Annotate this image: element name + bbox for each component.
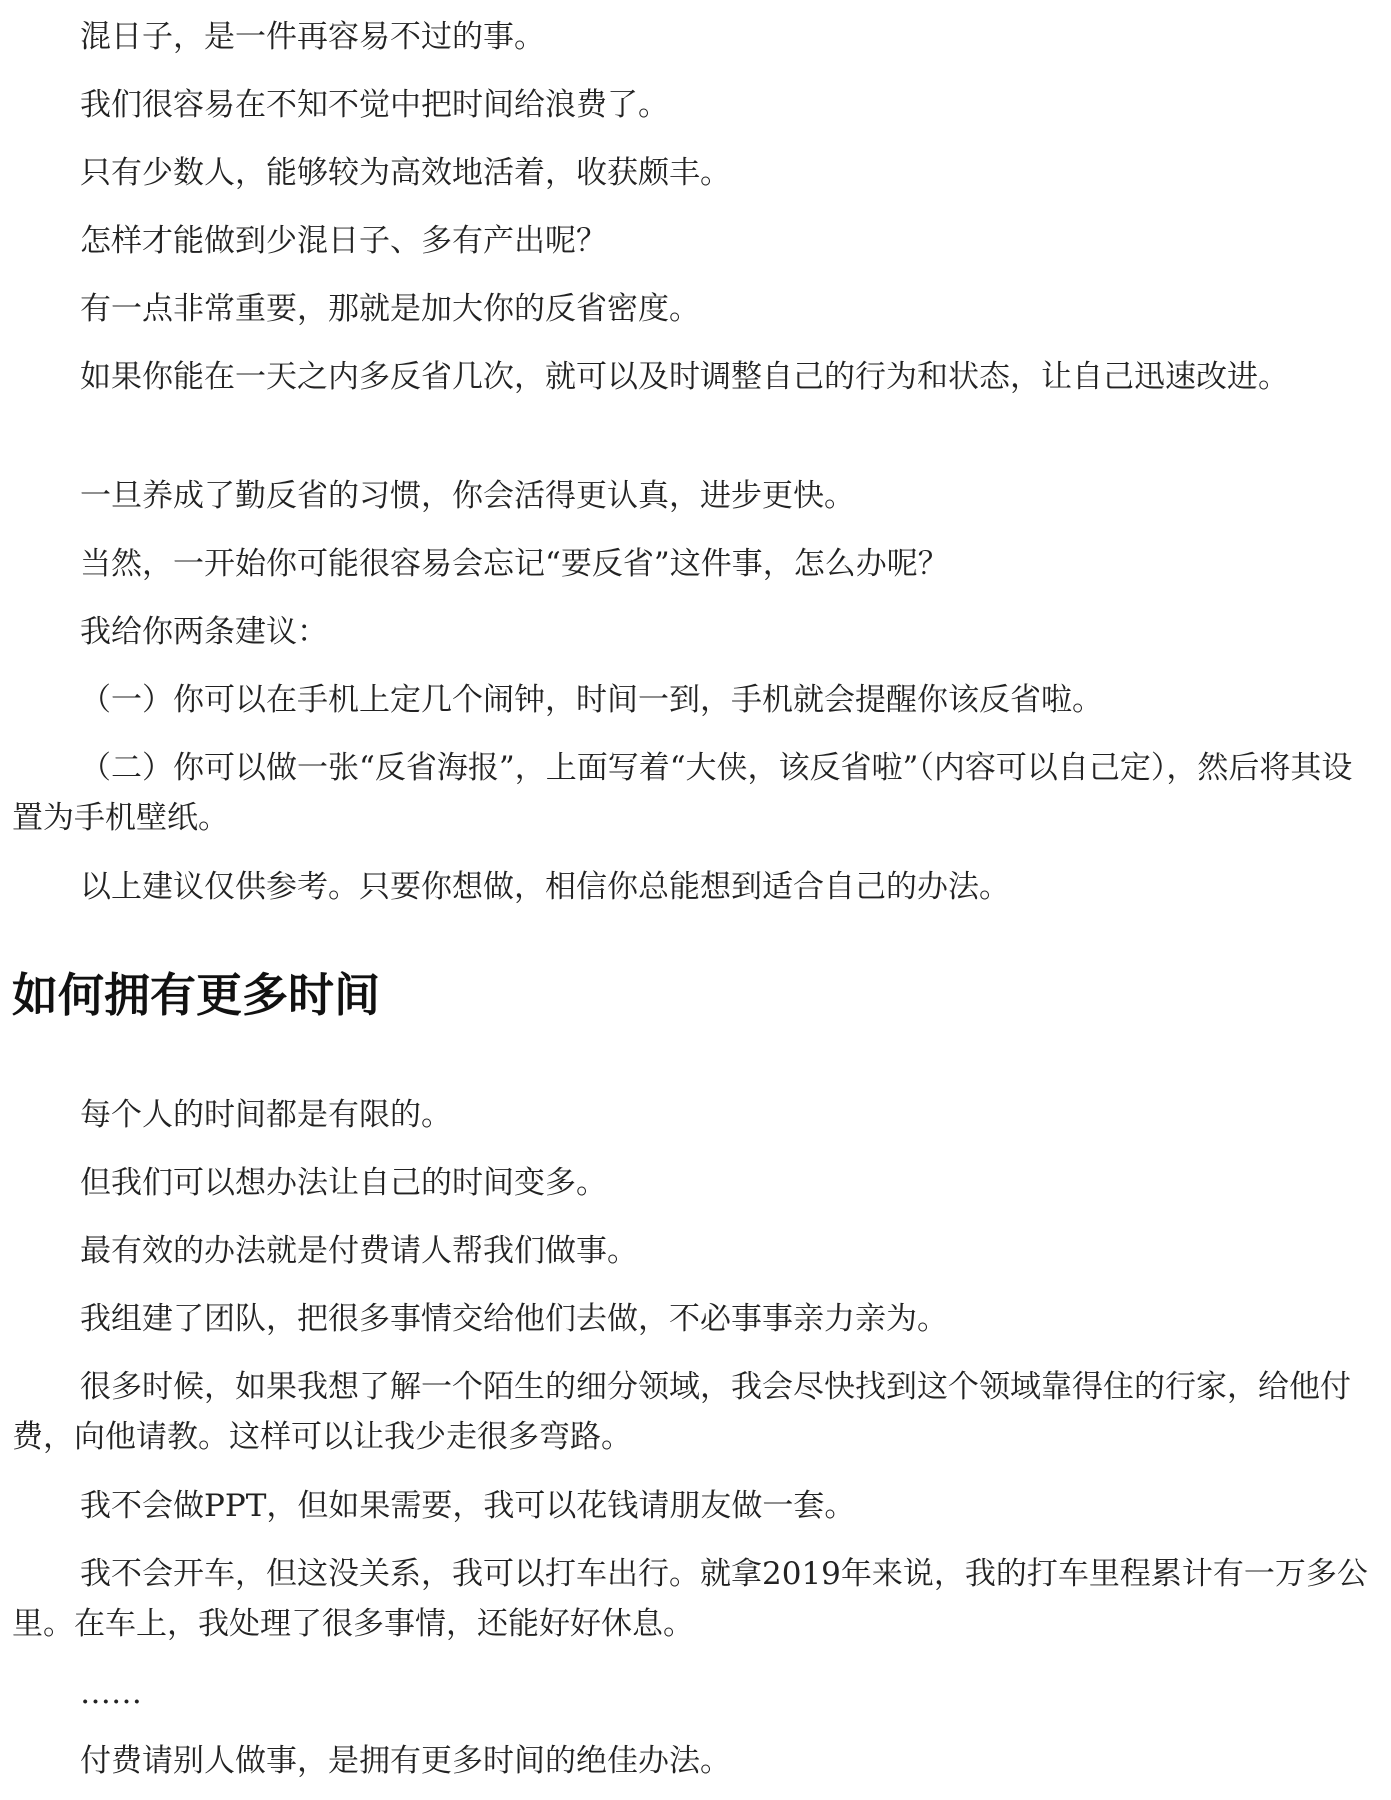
paragraph: …… [80, 1675, 142, 1711]
paragraph: 我不会开车，但这没关系，我可以打车出行。就拿2019年来说，我的打车里程累计有一万多公里。在车上，我处理了很多事情，还能好好休息。 [12, 1556, 1368, 1642]
paragraph: 我不会做PPT，但如果需要，我可以花钱请朋友做一套。 [80, 1488, 856, 1524]
paragraph: 很多时候，如果我想了解一个陌生的细分领域，我会尽快找到这个领域靠得住的行家，给他付费，向他请教。这样可以让我少走很多弯路。 [12, 1369, 1351, 1455]
paragraph: 只有少数人，能够较为高效地活着，收获颇丰。 [80, 155, 731, 191]
paragraph: 当然，一开始你可能很容易会忘记“要反省”这件事，怎么办呢？ [80, 546, 949, 582]
paragraph: 混日子，是一件再容易不过的事。 [80, 19, 545, 55]
paragraph: 最有效的办法就是付费请人帮我们做事。 [80, 1233, 638, 1269]
paragraph: 我给你两条建议： [80, 614, 328, 650]
paragraph: 每个人的时间都是有限的。 [80, 1097, 452, 1133]
paragraph: 我组建了团队，把很多事情交给他们去做，不必事事亲力亲为。 [80, 1301, 948, 1337]
paragraph: 怎样才能做到少混日子、多有产出呢？ [80, 223, 607, 259]
paragraph: 我们很容易在不知不觉中把时间给浪费了。 [80, 87, 669, 123]
paragraph: （二）你可以做一张“反省海报”，上面写着“大侠，该反省啦”（内容可以自己定），然后将其设置为手机壁纸。 [12, 750, 1353, 836]
paragraph: 以上建议仅供参考。只要你想做，相信你总能想到适合自己的办法。 [80, 869, 1010, 905]
section-heading: 如何拥有更多时间 [12, 968, 380, 1022]
paragraph: 有一点非常重要，那就是加大你的反省密度。 [80, 291, 700, 327]
paragraph: 一旦养成了勤反省的习惯，你会活得更认真，进步更快。 [80, 478, 855, 514]
paragraph: （一）你可以在手机上定几个闹钟，时间一到，手机就会提醒你该反省啦。 [80, 682, 1103, 718]
paragraph: 付费请别人做事，是拥有更多时间的绝佳办法。 [80, 1743, 731, 1779]
paragraph: 但我们可以想办法让自己的时间变多。 [80, 1165, 607, 1201]
paragraph: 如果你能在一天之内多反省几次，就可以及时调整自己的行为和状态，让自己迅速改进。 [80, 359, 1289, 395]
